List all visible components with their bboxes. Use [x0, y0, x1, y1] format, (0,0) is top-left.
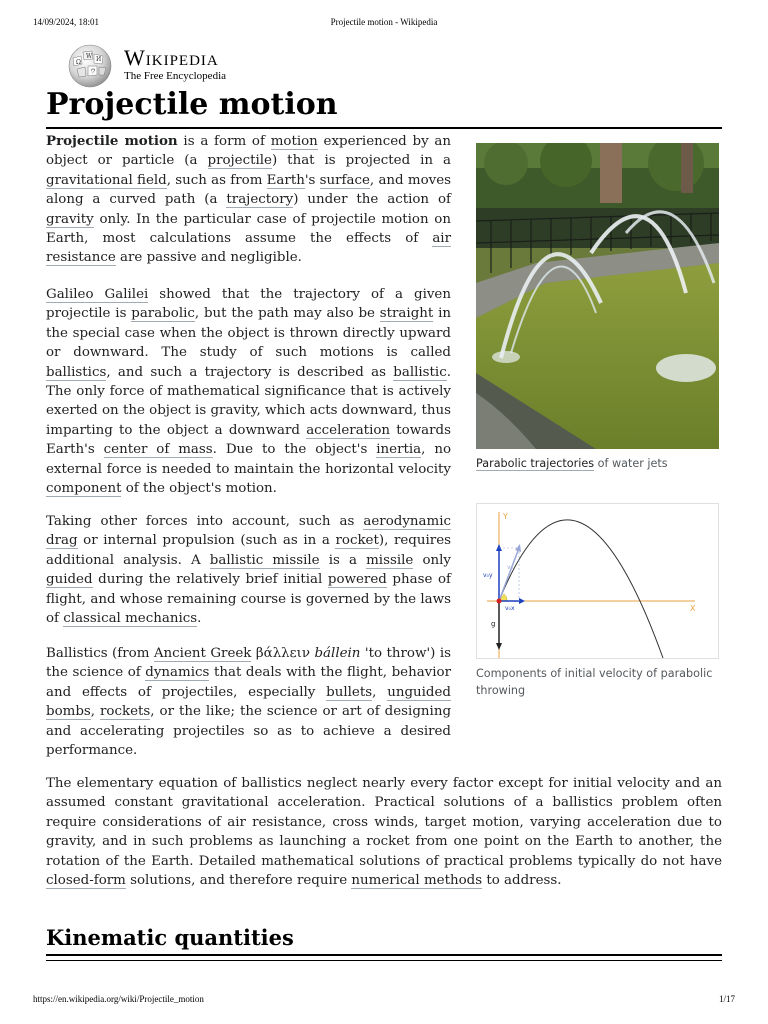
text: , such as from: [166, 172, 267, 188]
label-v0y: v₀y: [483, 572, 493, 579]
section-divider-secondary: [46, 960, 722, 961]
text: , and such a trajectory is described as: [106, 364, 394, 380]
link-inertia[interactable]: inertia: [376, 442, 422, 458]
text: ), requires additional analysis. A: [46, 533, 451, 568]
label-g: g: [491, 620, 496, 628]
text: , no external force is needed to maintain the horizontal velocity: [46, 442, 452, 477]
title-divider: [46, 127, 722, 129]
intro-paragraph-3: [46, 512, 451, 628]
link-ballistic-missile[interactable]: ballistic missile: [209, 552, 320, 568]
link-surface[interactable]: surface: [319, 172, 370, 188]
text: phase of flight, and whose remaining course is governed by the laws of: [46, 572, 451, 627]
print-page-count: 1/17: [718, 994, 735, 1004]
wikipedia-wordmark: [124, 46, 226, 82]
text: to address.: [482, 873, 562, 889]
text: 's: [304, 172, 320, 188]
svg-text:W: W: [86, 53, 93, 60]
text: towards Earth's: [46, 422, 451, 458]
link-air-resistance[interactable]: air resistance: [46, 231, 451, 266]
x-axis-label: X: [690, 604, 696, 613]
text: 'to throw') is the science of: [46, 646, 451, 681]
svg-text:Ω: Ω: [76, 59, 81, 66]
section-divider: [46, 954, 722, 956]
caption-link-parabolic-trajectories[interactable]: Parabolic trajectories: [476, 457, 595, 470]
print-header: [33, 17, 735, 29]
print-url: https://en.wikipedia.org/wiki/Projectile_motion: [33, 994, 204, 1004]
print-datetime: 14/09/2024, 18:01: [33, 17, 100, 27]
link-trajectory[interactable]: trajectory: [226, 192, 294, 208]
text: Taking other forces into account, such as: [46, 514, 364, 529]
trajectory-curve: [499, 520, 663, 658]
text: during the relatively brief initial: [92, 572, 328, 588]
link-missile[interactable]: missile: [366, 552, 414, 568]
link-galileo-galilei[interactable]: Galileo Galilei: [46, 287, 149, 302]
origin-point: [497, 599, 502, 604]
link-ballistics[interactable]: ballistics: [46, 364, 107, 380]
link-powered[interactable]: powered: [327, 572, 387, 588]
text: or internal propulsion (such as in a: [77, 533, 336, 549]
intro-paragraph-1: [46, 132, 451, 268]
text: .: [197, 611, 202, 627]
link-dynamics[interactable]: dynamics: [145, 665, 210, 681]
link-bullets[interactable]: bullets: [326, 684, 373, 700]
print-footer: [33, 994, 735, 1006]
link-center-of-mass[interactable]: center of mass: [103, 442, 213, 458]
transliteration: bállein: [314, 646, 361, 661]
link-rockets[interactable]: rockets: [100, 704, 151, 720]
text: showed that the trajectory of a given projectile is: [46, 287, 451, 322]
page-title: Projectile motion: [46, 87, 338, 122]
velocity-diagram[interactable]: [476, 503, 719, 659]
text: that deals with the flight, behavior and effects of projectiles, especially: [46, 665, 451, 700]
y-axis-label: Y: [503, 512, 508, 521]
link-earth[interactable]: Earth: [266, 172, 305, 188]
text: of the object's motion.: [121, 481, 277, 497]
link-unguided-bombs[interactable]: unguided bombs: [46, 684, 451, 720]
wordmark-text: Wikipedia: [124, 45, 219, 70]
text: is a: [319, 552, 367, 568]
figure-water-jets: [476, 143, 719, 472]
text: , or the like; the science or art of designing and accelerating projectiles so as to achieve a desired performance.: [46, 704, 452, 759]
greek-word: βάλλειν: [255, 646, 310, 661]
link-guided[interactable]: guided: [46, 572, 93, 588]
text: ,: [372, 684, 388, 700]
link-numerical-methods[interactable]: numerical methods: [351, 873, 483, 889]
label-v0: v₀: [507, 564, 513, 571]
text: The elementary equation of ballistics neglect nearly every factor except for initial velocity and an assumed constant gravitational acceleration. Practical solutions of a ballistics problem often require considerations of air resistance, cross winds, target motion, varying acceleration due to gravity, and in such problems as launching a rocket from one point on the Earth to another, the rotation of the Earth. Detailed mathematical solutions of practical problems typically do not have: [46, 776, 722, 869]
figure-velocity-caption: Components of initial velocity of parabolic throwing: [476, 667, 713, 697]
link-gravitational-field[interactable]: gravitational field: [46, 172, 167, 188]
link-acceleration[interactable]: acceleration: [306, 422, 391, 438]
link-straight[interactable]: straight: [379, 306, 434, 322]
text: ) that is projected in a: [271, 153, 451, 169]
text: Ballistics (from: [46, 646, 154, 661]
svg-text:И: И: [96, 56, 102, 63]
text: only. In the particular case of projectile motion on Earth, most calculations assume the effects of: [46, 211, 451, 247]
link-ancient-greek[interactable]: Ancient Greek: [153, 646, 252, 661]
text: , and moves along a curved path (a: [46, 172, 451, 208]
text: is a form of: [177, 134, 271, 149]
link-motion[interactable]: motion: [270, 134, 318, 149]
intro-paragraph-4: [46, 644, 451, 760]
text: . Due to the object's: [212, 442, 377, 458]
caption-text: of water jets: [594, 457, 668, 470]
wikipedia-globe-icon: [65, 42, 115, 88]
text: experienced by an object or particle (a: [46, 134, 451, 169]
link-classical-mechanics[interactable]: classical mechanics: [63, 611, 198, 627]
text: only: [413, 552, 451, 568]
link-gravity[interactable]: gravity: [46, 211, 94, 227]
section-heading-kinematic-quantities: Kinematic quantities: [46, 925, 294, 950]
print-doc-title: Projectile motion - Wikipedia: [330, 17, 438, 27]
link-rocket[interactable]: rocket: [335, 533, 379, 549]
link-aerodynamic-drag[interactable]: aerodynamic drag: [46, 514, 451, 549]
text: in the special case when the object is thrown directly upward or downward. The study of such motions is called: [46, 306, 451, 361]
term-projectile-motion: Projectile motion: [46, 133, 178, 149]
text: . The only force of mathematical significance that is actively exerted on the object is gravity, which acts downward, thus imparting to the object a downward: [46, 364, 451, 438]
text: ,: [90, 704, 101, 720]
text: are passive and negligible.: [115, 250, 302, 266]
v0-arrow: [499, 548, 519, 601]
label-v0x: v₀x: [505, 605, 515, 612]
figure-water-jets-caption: [476, 455, 719, 472]
link-closed-form[interactable]: closed-form: [46, 873, 126, 889]
water-jets-photo[interactable]: [476, 143, 719, 449]
link-parabolic[interactable]: parabolic: [131, 306, 195, 322]
link-projectile[interactable]: projectile: [207, 153, 272, 169]
intro-paragraph-2: [46, 285, 451, 498]
text: ) under the action of: [293, 192, 451, 208]
wordmark-tagline: The Free Encyclopedia: [124, 70, 227, 82]
svg-text:ウ: ウ: [90, 68, 97, 75]
figure-velocity-components: [476, 503, 719, 699]
link-component[interactable]: component: [46, 481, 122, 497]
link-ballistic[interactable]: ballistic: [393, 364, 447, 380]
text: solutions, and therefore require: [125, 873, 352, 889]
intro-paragraph-5: [46, 774, 722, 890]
text: , but the path may also be: [194, 306, 380, 322]
